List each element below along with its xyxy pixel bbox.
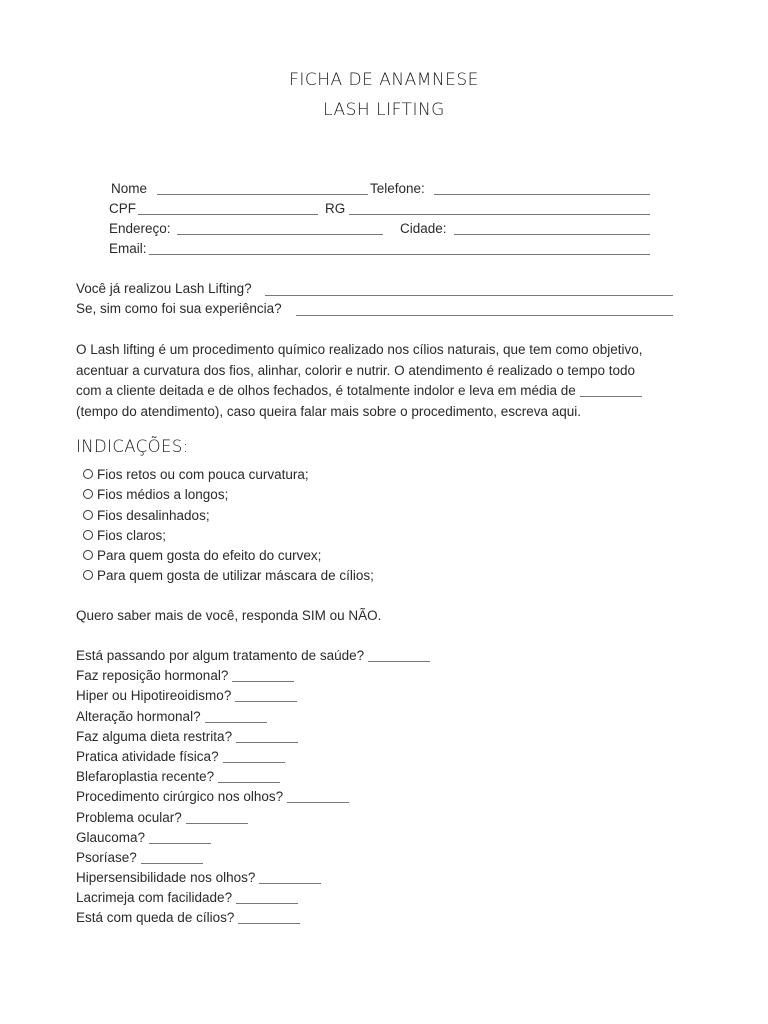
cidade-field-line[interactable] bbox=[454, 234, 650, 235]
answer-field-line[interactable] bbox=[232, 681, 294, 682]
question-text: Faz reposição hormonal? bbox=[76, 668, 229, 684]
cidade-label: Cidade: bbox=[400, 221, 447, 236]
answer-field-line[interactable] bbox=[223, 762, 285, 763]
question-text: Pratica atividade física? bbox=[76, 748, 219, 764]
list-item bbox=[83, 487, 374, 507]
answer-field-line[interactable] bbox=[205, 722, 267, 723]
list-item bbox=[76, 688, 430, 708]
list-item bbox=[83, 568, 374, 588]
list-item bbox=[76, 870, 430, 890]
list-item bbox=[76, 668, 430, 688]
question-text: Alteração hormonal? bbox=[76, 708, 201, 724]
indication-text: Para quem gosta do efeito do curvex; bbox=[97, 548, 322, 564]
duration-field-line[interactable] bbox=[580, 396, 642, 397]
question-text: Hipersensibilidade nos olhos? bbox=[76, 870, 256, 886]
email-label: Email: bbox=[109, 241, 147, 256]
indication-text: Fios médios a longos; bbox=[97, 487, 229, 503]
rg-label: RG bbox=[325, 201, 346, 216]
answer-field-line[interactable] bbox=[259, 883, 321, 884]
question-text: Lacrimeja com facilidade? bbox=[76, 890, 233, 906]
circle-bullet-icon bbox=[83, 570, 93, 580]
list-item bbox=[83, 548, 374, 568]
experience-question-1: Você já realizou Lash Lifting? bbox=[76, 281, 252, 296]
list-item bbox=[76, 709, 430, 729]
endereco-field-line[interactable] bbox=[177, 234, 383, 235]
question-text: Hiper ou Hipotireoidismo? bbox=[76, 688, 232, 704]
answer-field-line[interactable] bbox=[238, 923, 300, 924]
indication-text: Fios desalinhados; bbox=[97, 507, 210, 523]
cpf-label: CPF bbox=[109, 201, 136, 216]
list-item bbox=[76, 890, 430, 910]
experience-answer-line-2[interactable] bbox=[296, 315, 673, 316]
indications-list bbox=[83, 467, 374, 589]
list-item bbox=[83, 467, 374, 487]
list-item bbox=[76, 810, 430, 830]
answer-field-line[interactable] bbox=[236, 742, 298, 743]
description-line: O Lash lifting é um procedimento químico realizado nos cílios naturais, que tem como objetivo, bbox=[76, 342, 643, 357]
question-text: Glaucoma? bbox=[76, 829, 146, 845]
circle-bullet-icon bbox=[83, 550, 93, 560]
indication-text: Fios retos ou com pouca curvatura; bbox=[97, 467, 309, 482]
experience-question-2: Se, sim como foi sua experiência? bbox=[76, 301, 282, 316]
list-item bbox=[83, 528, 374, 548]
question-text: Blefaroplastia recente? bbox=[76, 769, 215, 785]
description-line bbox=[76, 381, 686, 402]
list-item bbox=[76, 830, 430, 850]
telefone-field-line[interactable] bbox=[434, 194, 650, 195]
list-item bbox=[76, 769, 430, 789]
list-item bbox=[76, 729, 430, 749]
answer-field-line[interactable] bbox=[149, 843, 211, 844]
list-item bbox=[76, 749, 430, 769]
indications-heading: INDICAÇÕES: bbox=[76, 437, 189, 456]
nome-label: Nome bbox=[111, 181, 148, 196]
list-item bbox=[76, 648, 430, 668]
indication-text: Para quem gosta de utilizar máscara de cílios; bbox=[97, 568, 374, 584]
procedure-description bbox=[76, 340, 686, 422]
answer-field-line[interactable] bbox=[141, 863, 203, 864]
question-text: Está passando por algum tratamento de saúde? bbox=[76, 648, 365, 663]
answer-field-line[interactable] bbox=[186, 823, 248, 824]
question-text: Procedimento cirúrgico nos olhos? bbox=[76, 789, 284, 805]
questions-intro: Quero saber mais de você, responda SIM ou NÃO. bbox=[76, 608, 382, 623]
description-text: com a cliente deitada e de olhos fechados, é totalmente indolor e leva em média de bbox=[76, 383, 576, 398]
cpf-field-line[interactable] bbox=[138, 214, 318, 215]
experience-answer-line-1[interactable] bbox=[265, 295, 673, 296]
answer-field-line[interactable] bbox=[236, 903, 298, 904]
list-item bbox=[76, 850, 430, 870]
nome-field-line[interactable] bbox=[157, 194, 368, 195]
circle-bullet-icon bbox=[83, 510, 93, 520]
question-text: Problema ocular? bbox=[76, 809, 182, 825]
endereco-label: Endereço: bbox=[109, 221, 171, 236]
list-item bbox=[83, 508, 374, 528]
form-title: FICHA DE ANAMNESE bbox=[289, 70, 479, 90]
circle-bullet-icon bbox=[83, 489, 93, 499]
question-text: Faz alguma dieta restrita? bbox=[76, 728, 233, 744]
list-item bbox=[76, 910, 430, 930]
telefone-label: Telefone: bbox=[370, 181, 425, 196]
answer-field-line[interactable] bbox=[218, 782, 280, 783]
list-item bbox=[76, 789, 430, 809]
answer-field-line[interactable] bbox=[368, 661, 430, 662]
health-questions-list bbox=[76, 648, 430, 931]
circle-bullet-icon bbox=[83, 530, 93, 540]
question-text: Psoríase? bbox=[76, 849, 137, 865]
answer-field-line[interactable] bbox=[287, 802, 349, 803]
description-line: acentuar a curvatura dos fios, alinhar, colorir e nutrir. O atendimento é realizado o tempo todo bbox=[76, 362, 636, 378]
indication-text: Fios claros; bbox=[97, 527, 167, 543]
answer-field-line[interactable] bbox=[235, 701, 297, 702]
form-subtitle: LASH LIFTING bbox=[323, 100, 445, 120]
rg-field-line[interactable] bbox=[349, 214, 650, 215]
description-line: (tempo do atendimento), caso queira falar mais sobre o procedimento, escreva aqui. bbox=[76, 403, 582, 419]
email-field-line[interactable] bbox=[149, 254, 650, 255]
circle-bullet-icon bbox=[83, 469, 93, 479]
question-text: Está com queda de cílios? bbox=[76, 910, 235, 926]
